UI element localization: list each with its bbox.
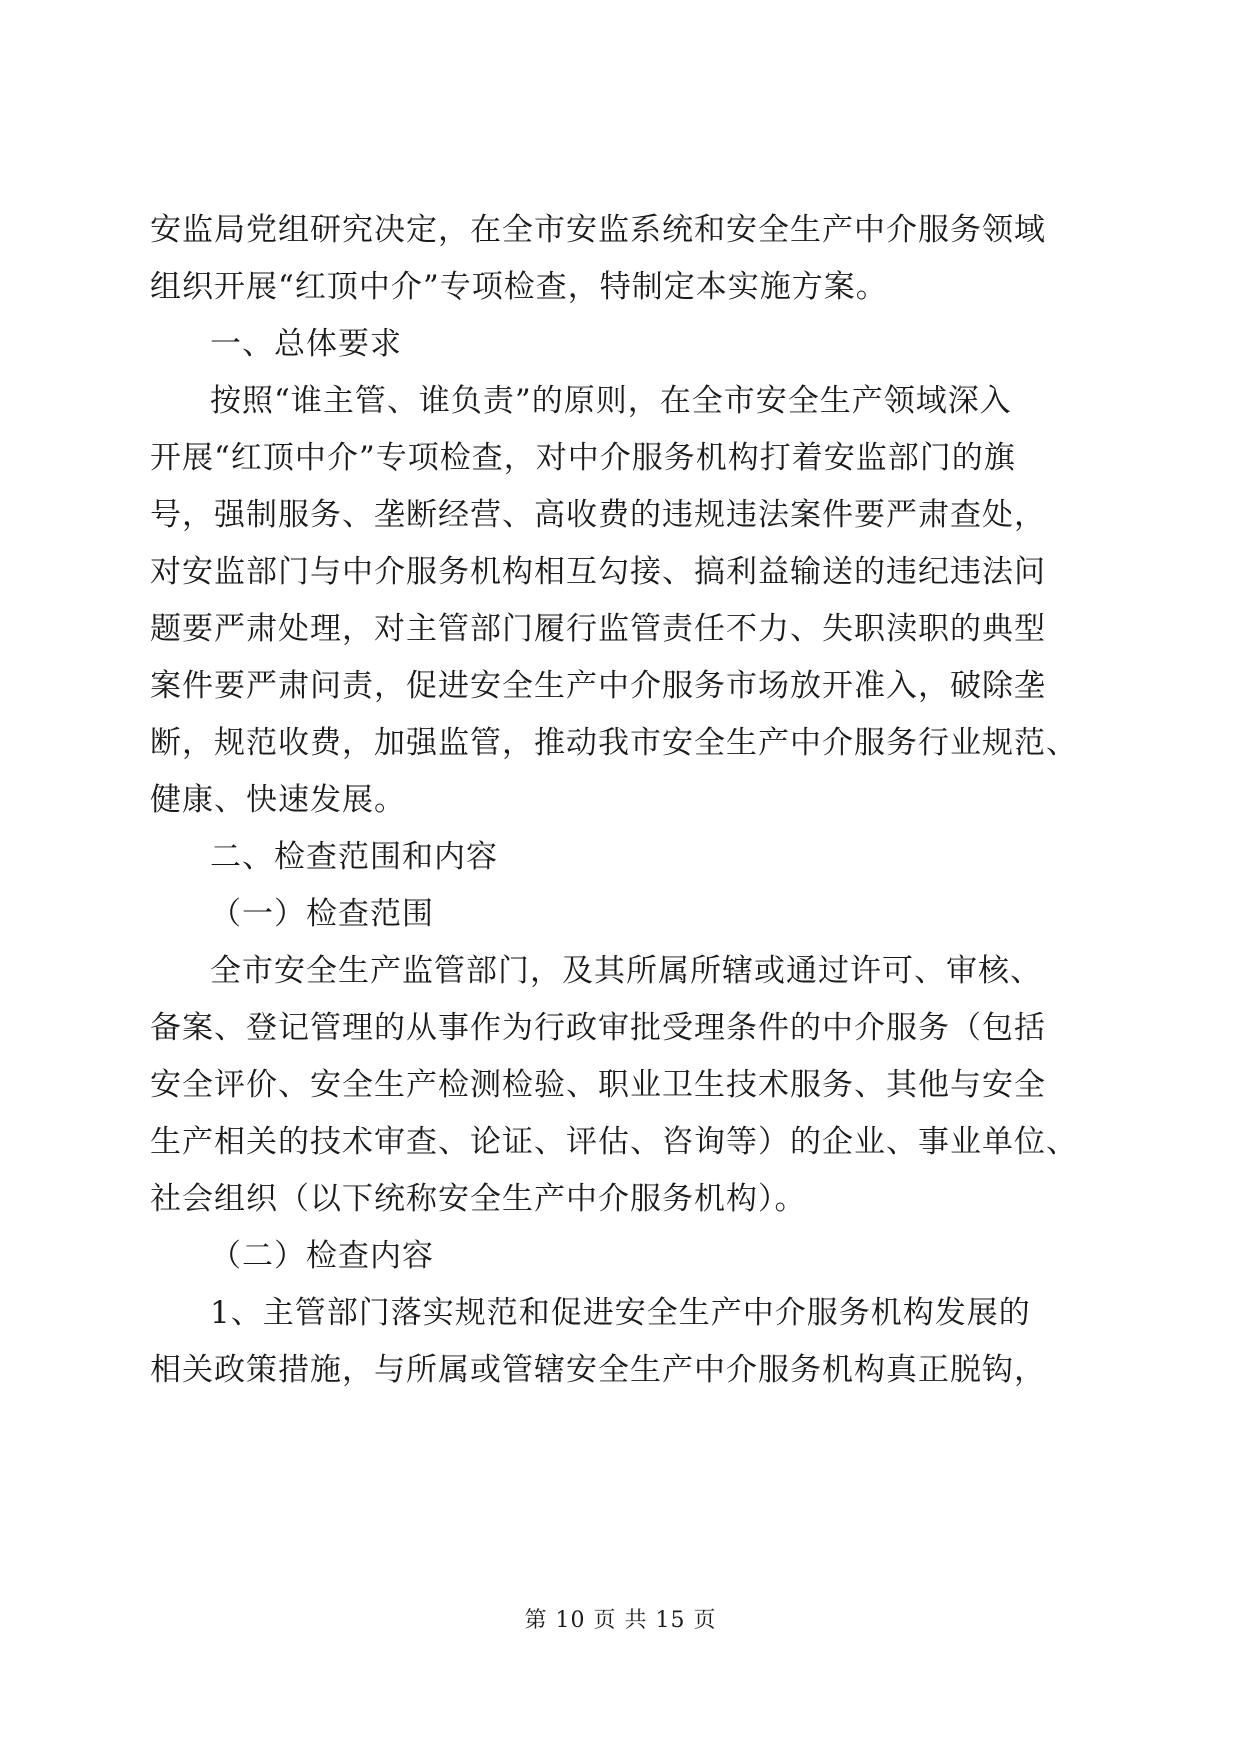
subsection-heading: （二）检查内容 bbox=[210, 1238, 434, 1274]
body-text-line: 开展“红顶中介”专项检查，对中介服务机构打着安监部门的旗 bbox=[150, 440, 1016, 476]
body-text-line: 生产相关的技术审查、论证、评估、咨询等）的企业、事业单位、 bbox=[150, 1124, 1078, 1160]
body-text-line: 按照“谁主管、谁负责”的原则，在全市安全生产领域深入 bbox=[210, 383, 1012, 419]
body-text-line: 社会组织（以下统称安全生产中介服务机构）。 bbox=[150, 1181, 807, 1217]
body-text-line: 案件要严肃问责，促进安全生产中介服务市场放开准入，破除垄 bbox=[150, 668, 1046, 704]
section-heading: 二、检查范围和内容 bbox=[210, 839, 498, 875]
body-text-line: 备案、登记管理的从事作为行政审批受理条件的中介服务（包括 bbox=[150, 1010, 1046, 1046]
page-footer: 第 10 页 共 15 页 bbox=[524, 1608, 717, 1633]
body-text-line: 号，强制服务、垄断经营、高收费的违规违法案件要严肃查处， bbox=[150, 497, 1046, 533]
body-text-line: 断，规范收费，加强监管，推动我市安全生产中介服务行业规范、 bbox=[150, 725, 1078, 761]
body-text-line: 健康、快速发展。 bbox=[150, 782, 406, 818]
body-text-line: 安监局党组研究决定，在全市安监系统和安全生产中介服务领域 bbox=[150, 212, 1046, 248]
body-text-line: 1、主管部门落实规范和促进安全生产中介服务机构发展的 bbox=[210, 1295, 1031, 1331]
body-text-line: 相关政策措施，与所属或管辖安全生产中介服务机构真正脱钩， bbox=[150, 1352, 1046, 1388]
body-text-line: 题要严肃处理，对主管部门履行监管责任不力、失职渎职的典型 bbox=[150, 611, 1046, 647]
body-text-line: 全市安全生产监管部门，及其所属所辖或通过许可、审核、 bbox=[210, 953, 1042, 989]
subsection-heading: （一）检查范围 bbox=[210, 896, 434, 932]
body-text-line: 对安监部门与中介服务机构相互勾接、搞利益输送的违纪违法问 bbox=[150, 554, 1046, 590]
section-heading: 一、总体要求 bbox=[210, 326, 402, 362]
body-text-line: 安全评价、安全生产检测检验、职业卫生技术服务、其他与安全 bbox=[150, 1067, 1046, 1103]
body-text-line: 组织开展“红顶中介”专项检查，特制定本实施方案。 bbox=[150, 269, 888, 305]
